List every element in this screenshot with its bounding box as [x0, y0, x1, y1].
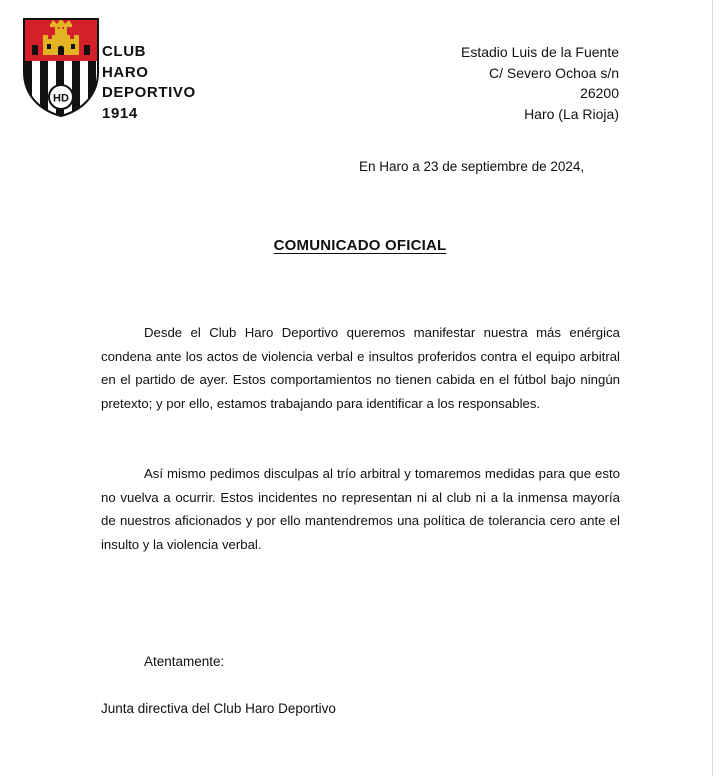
letter-closing: Atentamente:	[144, 654, 225, 669]
letter-date: En Haro a 23 de septiembre de 2024,	[359, 159, 585, 174]
club-name-line: DEPORTIVO	[102, 84, 196, 101]
body-paragraph: Así mismo pedimos disculpas al trío arbitral y tomaremos medidas para que esto no vuelva a ocurrir. Estos incidentes no representan ni al club ni a la inmensa mayoría de nuestros aficionados y por ello mantendremos una política de tolerancia cero ante el insulto y la violencia verbal.	[101, 466, 620, 552]
address-line: C/ Severo Ochoa s/n	[489, 64, 619, 81]
club-address	[461, 42, 619, 124]
club-crest-icon	[22, 17, 100, 117]
letter-title: COMUNICADO OFICIAL	[273, 237, 447, 254]
club-name-line: CLUB	[102, 43, 147, 60]
letter-title-wrapper	[0, 237, 720, 254]
crest-monogram: HD	[53, 92, 69, 105]
address-line: Haro (La Rioja)	[524, 105, 619, 122]
page-edge	[712, 0, 713, 776]
address-line: Estadio Luis de la Fuente	[461, 44, 619, 60]
letter-signature: Junta directiva del Club Haro Deportivo	[101, 701, 336, 716]
founding-year: 1914	[102, 104, 138, 122]
body-paragraph: Desde el Club Haro Deportivo queremos manifestar nuestra más enérgica condena ante los actos de violencia verbal e insultos proferidos contra el equipo arbitral en el partido de ayer. Estos comportamientos no tienen cabida en el fútbol bajo ningún pretexto; y por ello, estamos trabajando para identificar a los responsables.	[101, 325, 620, 411]
club-name-line: HARO	[102, 63, 149, 81]
address-line: 26200	[580, 85, 619, 101]
club-name	[102, 42, 196, 124]
